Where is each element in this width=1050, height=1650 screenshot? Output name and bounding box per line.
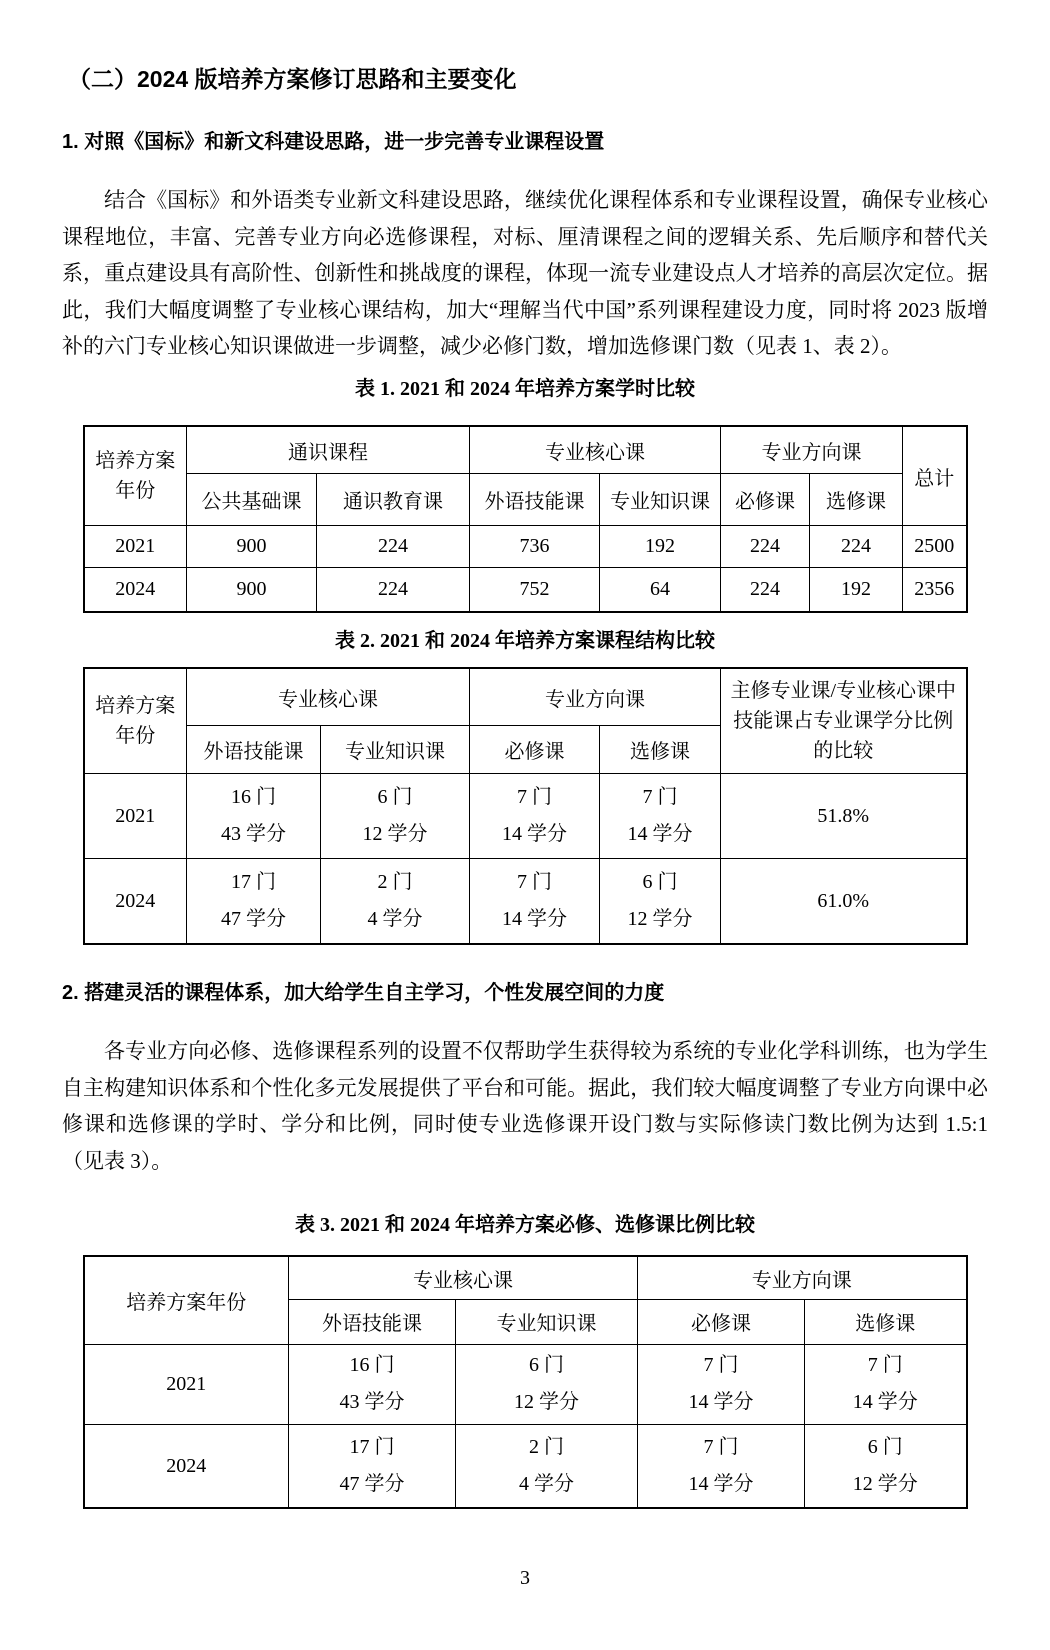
- table-cell: [456, 1344, 638, 1424]
- table-3-year-cell: 2021: [84, 1344, 289, 1424]
- course-count: 16 门: [231, 786, 276, 809]
- table-3-year-cell: 2024: [84, 1424, 289, 1508]
- table-cell: [470, 859, 600, 944]
- table-cell: [321, 859, 470, 944]
- table-1-header-row-subheads: [84, 474, 967, 526]
- credit-count: 4 学分: [367, 908, 423, 931]
- table-cell: 192: [810, 568, 903, 612]
- table-cell: [289, 1344, 456, 1424]
- table-2-subhead-professional-knowledge: 专业知识课: [321, 726, 470, 774]
- table-3-subhead-professional-knowledge: 专业知识课: [456, 1299, 638, 1344]
- table-1-year-cell: 2024: [84, 568, 187, 612]
- section-1-paragraph: 结合《国标》和外语类专业新文科建设思路，继续优化课程体系和专业课程设置，确保专业核心课程地位，丰富、完善专业方向必选修课程，对标、厘清课程之间的逻辑关系、先后顺序和替代关系，重点建设具有高阶性、创新性和挑战度的课程，体现一流专业建设点人才培养的高层次定位。据此，我们大幅度调整了专业核心课结构，加大“理解当代中国”系列课程建设力度，同时将 2023 版增补的六门专业核心知识课做进一步调整，减少必修门数，增加选修课门数（见表 1、表 2）。: [62, 188, 988, 359]
- table-cell: [289, 1424, 456, 1508]
- credit-count: 47 学分: [221, 908, 286, 931]
- table-1-subhead-professional-knowledge: 专业知识课: [600, 474, 721, 526]
- table-1-header-total: 总计: [903, 426, 967, 526]
- table-3-group-direction-courses: 专业方向课: [638, 1256, 967, 1299]
- credit-count: 14 学分: [502, 823, 567, 846]
- table-2-header-year-line1: 培养方案: [95, 695, 176, 718]
- table-2-structure-comparison: [83, 667, 968, 945]
- credit-count: 43 学分: [339, 1391, 405, 1414]
- credit-count: 14 学分: [502, 908, 567, 931]
- table-3-header-row-groups: [84, 1256, 967, 1299]
- table-2-row-2024: [84, 859, 967, 944]
- table-1-group-direction-courses: 专业方向课: [721, 426, 903, 474]
- course-count: 6 门: [377, 786, 413, 809]
- table-1-caption: 表 1. 2021 和 2024 年培养方案学时比较: [355, 377, 695, 400]
- course-count: 7 门: [517, 871, 552, 894]
- table-cell: [600, 774, 721, 859]
- table-cell: 2500: [903, 526, 967, 568]
- table-cell: 224: [317, 526, 470, 568]
- table-3-group-core-courses: 专业核心课: [289, 1256, 638, 1299]
- table-cell: [805, 1424, 967, 1508]
- table-2-caption: 表 2. 2021 和 2024 年培养方案课程结构比较: [335, 629, 715, 652]
- table-2-header-row-groups: [84, 668, 967, 726]
- ratio-cell: 61.0%: [721, 859, 967, 944]
- table-2-subhead-required: 必修课: [470, 726, 600, 774]
- table-cell: [187, 859, 321, 944]
- table-3-row-2024: [84, 1424, 967, 1508]
- course-count: 7 门: [642, 786, 678, 809]
- table-1-subhead-elective: 选修课: [810, 474, 903, 526]
- section-2-paragraph: 各专业方向必修、选修课程系列的设置不仅帮助学生获得较为系统的专业化学科训练，也为学生自主构建知识体系和个性化多元发展提供了平台和可能。据此，我们较大幅度调整了专业方向课中必修课和选修课的学时、学分和比例，同时使专业选修课开设门数与实际修读门数比例为达到 1.5:1（见表 3）。: [62, 1038, 988, 1173]
- table-cell: 224: [721, 526, 810, 568]
- table-2-group-core-courses: 专业核心课: [187, 668, 470, 726]
- table-cell: [321, 774, 470, 859]
- table-2-subhead-elective: 选修课: [600, 726, 721, 774]
- credit-count: 12 学分: [514, 1391, 579, 1414]
- document-heading: （二）2024 版培养方案修订思路和主要变化: [68, 66, 517, 92]
- table-2-year-cell: 2021: [84, 774, 187, 859]
- section-2-heading: 2. 搭建灵活的课程体系，加大给学生自主学习，个性发展空间的力度: [62, 981, 665, 1004]
- course-count: 7 门: [703, 1354, 739, 1377]
- credit-count: 14 学分: [627, 823, 693, 846]
- table-1-row-2021: [84, 526, 967, 568]
- credit-count: 43 学分: [221, 823, 286, 846]
- table-cell: [638, 1424, 805, 1508]
- table-1-row-2024: [84, 568, 967, 612]
- table-cell: 900: [187, 526, 317, 568]
- table-3-subhead-elective: 选修课: [805, 1299, 967, 1344]
- table-3-header-year: 培养方案年份: [84, 1256, 289, 1344]
- table-cell: [470, 774, 600, 859]
- table-cell: 736: [470, 526, 600, 568]
- credit-count: 14 学分: [688, 1473, 754, 1496]
- page-number: 3: [520, 1567, 530, 1590]
- course-count: 6 门: [867, 1436, 903, 1459]
- table-1-header-year-line2: 年份: [115, 480, 156, 503]
- table-3-caption: 表 3. 2021 和 2024 年培养方案必修、选修课比例比较: [295, 1214, 755, 1237]
- table-3-required-elective-ratio: [83, 1255, 968, 1509]
- table-cell: [805, 1344, 967, 1424]
- course-count: 17 门: [349, 1436, 395, 1459]
- table-cell: [456, 1424, 638, 1508]
- course-count: 7 门: [517, 786, 552, 809]
- table-cell: 224: [810, 526, 903, 568]
- table-1-subhead-general-education: 通识教育课: [317, 474, 470, 526]
- table-1-subhead-language-skills: 外语技能课: [470, 474, 600, 526]
- table-cell: [187, 774, 321, 859]
- course-count: 2 门: [377, 871, 413, 894]
- table-2-header-year: [84, 668, 187, 774]
- credit-count: 12 学分: [362, 823, 428, 846]
- table-2-group-direction-courses: 专业方向课: [470, 668, 721, 726]
- course-count: 16 门: [349, 1354, 395, 1377]
- table-cell: 2356: [903, 568, 967, 612]
- table-2-subhead-language-skills: 外语技能课: [187, 726, 321, 774]
- table-cell: 224: [317, 568, 470, 612]
- table-1-header-row-groups: [84, 426, 967, 474]
- table-2-row-2021: [84, 774, 967, 859]
- table-cell: 64: [600, 568, 721, 612]
- table-3-row-2021: [84, 1344, 967, 1424]
- table-cell: [600, 859, 721, 944]
- table-1-group-general-courses: 通识课程: [187, 426, 470, 474]
- course-count: 17 门: [231, 871, 276, 894]
- credit-count: 4 学分: [519, 1473, 574, 1496]
- table-3-subhead-language-skills: 外语技能课: [289, 1299, 456, 1344]
- credit-count: 47 学分: [339, 1473, 405, 1496]
- table-cell: 900: [187, 568, 317, 612]
- table-1-subhead-public-basic: 公共基础课: [187, 474, 317, 526]
- table-cell: 224: [721, 568, 810, 612]
- course-count: 7 门: [703, 1436, 739, 1459]
- table-2-header-ratio: 主修专业课/专业核心课中技能课占专业课学分比例的比较: [721, 668, 967, 774]
- table-1-header-year-line1: 培养方案: [95, 450, 176, 473]
- credit-count: 14 学分: [852, 1391, 918, 1414]
- table-1-hours-comparison: [83, 425, 968, 613]
- section-1-heading: 1. 对照《国标》和新文科建设思路，进一步完善专业课程设置: [62, 131, 605, 153]
- credit-count: 12 学分: [627, 908, 693, 931]
- credit-count: 14 学分: [688, 1391, 754, 1414]
- table-cell: 192: [600, 526, 721, 568]
- table-2-header-year-line2: 年份: [115, 725, 156, 748]
- course-count: 7 门: [867, 1354, 903, 1377]
- table-1-group-core-courses: 专业核心课: [470, 426, 721, 474]
- course-count: 6 门: [642, 871, 678, 894]
- table-2-year-cell: 2024: [84, 859, 187, 944]
- table-1-year-cell: 2021: [84, 526, 187, 568]
- ratio-cell: 51.8%: [721, 774, 967, 859]
- course-count: 2 门: [529, 1436, 564, 1459]
- credit-count: 12 学分: [852, 1473, 918, 1496]
- table-1-subhead-required: 必修课: [721, 474, 810, 526]
- table-3-subhead-required: 必修课: [638, 1299, 805, 1344]
- course-count: 6 门: [529, 1354, 564, 1377]
- table-cell: 752: [470, 568, 600, 612]
- table-1-header-year: [84, 426, 187, 526]
- table-cell: [638, 1344, 805, 1424]
